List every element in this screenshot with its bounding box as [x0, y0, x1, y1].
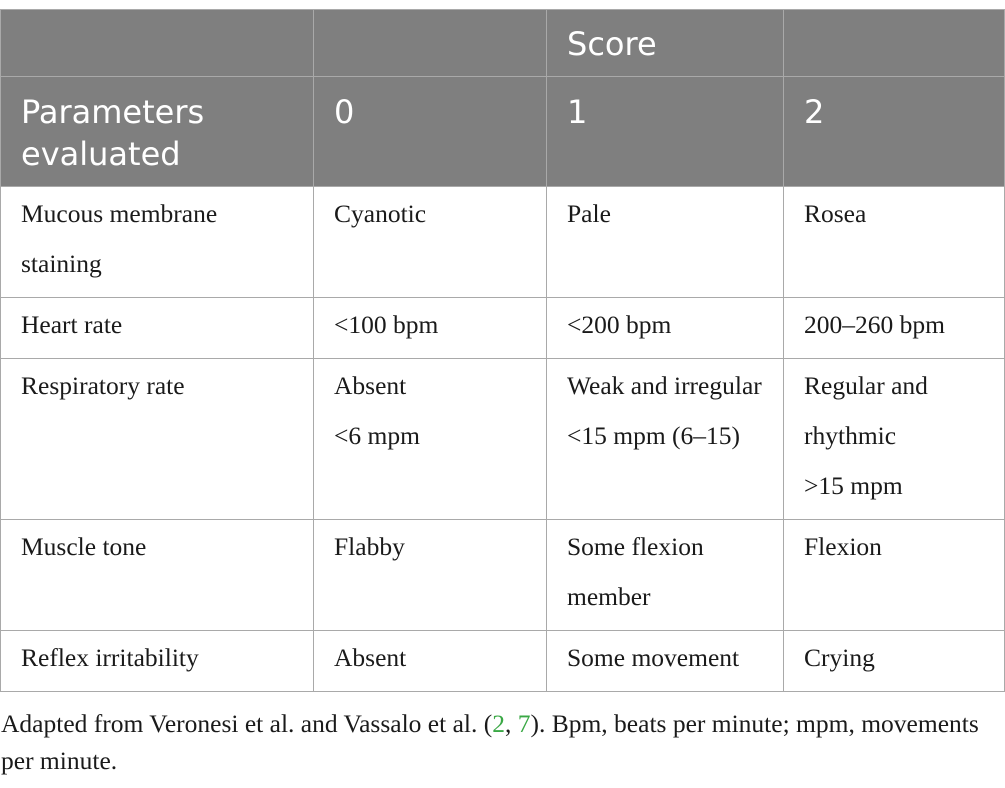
score-cell: Flabby — [314, 520, 547, 631]
header-empty-cell — [314, 10, 547, 77]
header-parameter-row — [1, 77, 1005, 187]
score-cell: Weak and irregular <15 mpm (6–15) — [547, 359, 784, 520]
footnote-text: ). Bpm, beats per minute; mpm, movements per minute. — [1, 709, 979, 775]
parameter-cell: Respiratory rate — [1, 359, 314, 520]
header-empty-cell — [784, 10, 1005, 77]
parameter-cell: Reflex irritability — [1, 631, 314, 692]
score-cell: Pale — [547, 187, 784, 298]
reference-link-7[interactable]: 7 — [517, 709, 531, 738]
table-row — [1, 520, 1005, 631]
score-column-1: 1 — [547, 77, 784, 187]
header-empty-cell — [1, 10, 314, 77]
score-header: Score — [547, 10, 784, 77]
footnote-separator: , — [504, 709, 518, 738]
score-cell: Cyanotic — [314, 187, 547, 298]
table-row — [1, 187, 1005, 298]
parameters-header: Parameters evaluated — [1, 77, 314, 187]
score-cell: <200 bpm — [547, 298, 784, 359]
parameter-cell: Muscle tone — [1, 520, 314, 631]
table-row — [1, 359, 1005, 520]
parameter-cell: Mucous membrane staining — [1, 187, 314, 298]
apgar-score-table — [0, 9, 1005, 692]
score-cell: Absent — [314, 631, 547, 692]
parameter-cell: Heart rate — [1, 298, 314, 359]
score-column-0: 0 — [314, 77, 547, 187]
table-footnote — [1, 705, 1001, 779]
score-cell: Some flexion member — [547, 520, 784, 631]
score-column-2: 2 — [784, 77, 1005, 187]
footnote-text: Adapted from Veronesi et al. and Vassalo et al. ( — [1, 709, 493, 738]
header-score-row — [1, 10, 1005, 77]
score-cell: <100 bpm — [314, 298, 547, 359]
score-cell: Rosea — [784, 187, 1005, 298]
table-row — [1, 631, 1005, 692]
reference-link-2[interactable]: 2 — [492, 709, 505, 738]
score-cell: Regular and rhythmic >15 mpm — [784, 359, 1005, 520]
score-cell: Absent <6 mpm — [314, 359, 547, 520]
score-cell: Some movement — [547, 631, 784, 692]
table-row — [1, 298, 1005, 359]
score-cell: Crying — [784, 631, 1005, 692]
score-cell: 200–260 bpm — [784, 298, 1005, 359]
score-cell: Flexion — [784, 520, 1005, 631]
